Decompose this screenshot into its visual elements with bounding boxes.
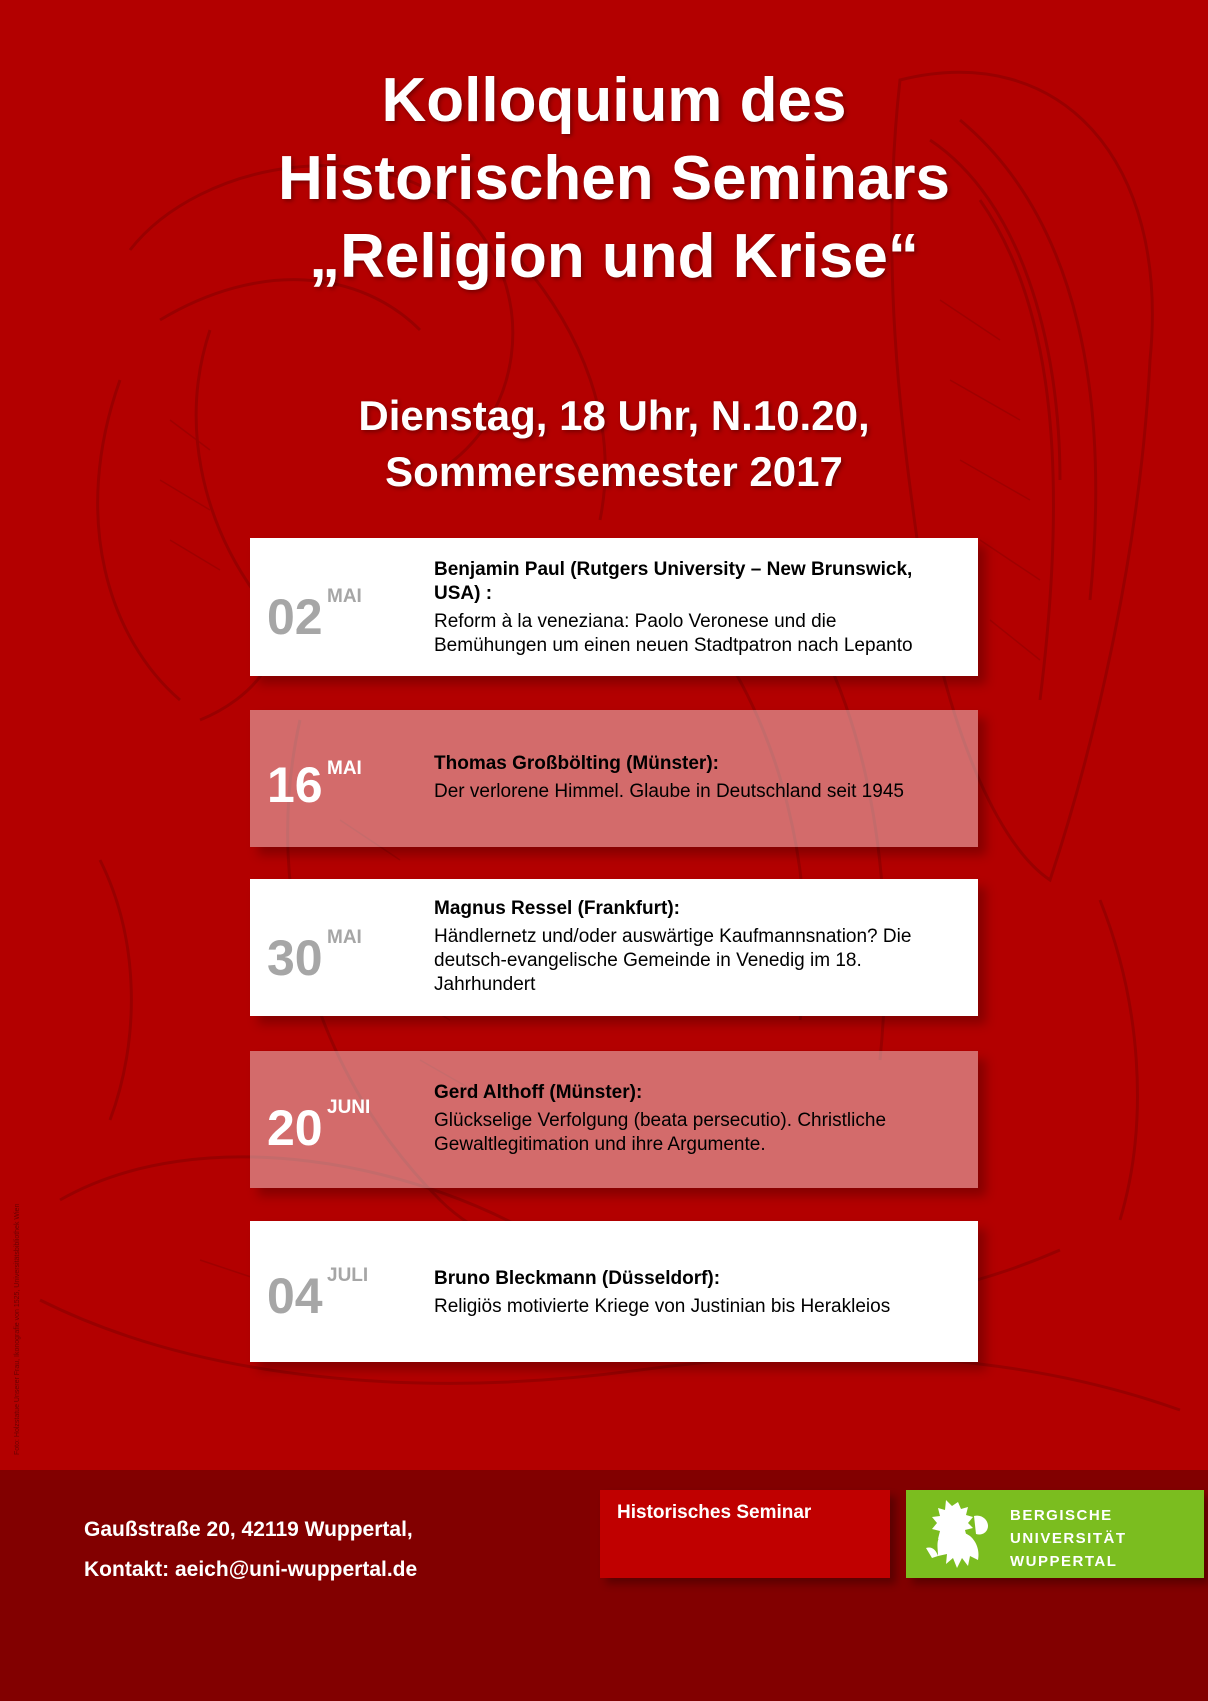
event-card <box>250 1221 978 1362</box>
university-name-line: WUPPERTAL <box>1010 1553 1118 1570</box>
event-card <box>250 710 978 847</box>
university-name <box>1010 1504 1127 1573</box>
footer <box>0 1470 1208 1701</box>
event-speaker: Bruno Bleckmann (Düsseldorf): <box>434 1268 721 1289</box>
event-info <box>434 897 954 997</box>
lion-crest-icon <box>922 1496 994 1572</box>
event-month: MAI <box>327 586 362 607</box>
title-line: Historischen Seminars <box>278 144 950 213</box>
event-card <box>250 538 978 676</box>
event-speaker: Benjamin Paul (Rutgers University – New Brunswick, USA) : <box>434 559 913 604</box>
schedule-info <box>0 388 1208 500</box>
contact-block <box>84 1510 417 1590</box>
department-box <box>600 1490 890 1578</box>
event-card <box>250 879 978 1016</box>
event-info <box>434 1267 954 1319</box>
event-day: 04 <box>267 1268 323 1324</box>
title-line: „Religion und Krise“ <box>309 222 919 291</box>
event-talk: Reform à la veneziana: Paolo Veronese und die Bemühungen um einen neuen Stadtpatron nach Lepanto <box>434 611 913 656</box>
poster-title <box>0 62 1208 296</box>
schedule-line: Sommersemester 2017 <box>385 448 843 495</box>
contact-email[interactable]: Kontakt: aeich@uni-wuppertal.de <box>84 1558 418 1581</box>
event-talk: Glückselige Verfolgung (beata persecutio). Christliche Gewaltlegitimation und ihre Argumente. <box>434 1110 887 1155</box>
event-month: JUNI <box>327 1097 371 1118</box>
image-credit: Foto: Holzstatue Unserer Frau, Ikonografie von 1525, Universitätsbibliothek Wien <box>14 1203 21 1455</box>
event-speaker: Thomas Großbölting (Münster): <box>434 753 719 774</box>
event-talk: Der verlorene Himmel. Glaube in Deutschland seit 1945 <box>434 781 904 802</box>
event-day: 30 <box>267 930 323 986</box>
event-month: MAI <box>327 758 362 779</box>
event-talk: Religiös motivierte Kriege von Justinian bis Herakleios <box>434 1296 891 1317</box>
schedule-line: Dienstag, 18 Uhr, N.10.20, <box>358 392 870 439</box>
event-month: MAI <box>327 927 362 948</box>
address: Gaußstraße 20, 42119 Wuppertal, <box>84 1518 413 1541</box>
event-talk: Händlernetz und/oder auswärtige Kaufmannsnation? Die deutsch-evangelische Gemeinde in Venedig im 18. Jahrhundert <box>434 926 912 995</box>
event-day: 20 <box>267 1100 323 1156</box>
event-month: JULI <box>327 1265 369 1286</box>
event-day: 16 <box>267 757 323 813</box>
event-speaker: Magnus Ressel (Frankfurt): <box>434 898 680 919</box>
university-name-line: BERGISCHE <box>1010 1507 1113 1524</box>
event-card <box>250 1051 978 1188</box>
title-line: Kolloquium des <box>381 66 847 135</box>
event-day: 02 <box>267 589 323 645</box>
event-speaker: Gerd Althoff (Münster): <box>434 1082 643 1103</box>
event-info <box>434 558 954 658</box>
department-label: Historisches Seminar <box>617 1502 812 1523</box>
event-info <box>434 752 954 804</box>
university-name-line: UNIVERSITÄT <box>1010 1530 1127 1547</box>
event-info <box>434 1081 954 1157</box>
university-logo[interactable] <box>906 1490 1204 1578</box>
